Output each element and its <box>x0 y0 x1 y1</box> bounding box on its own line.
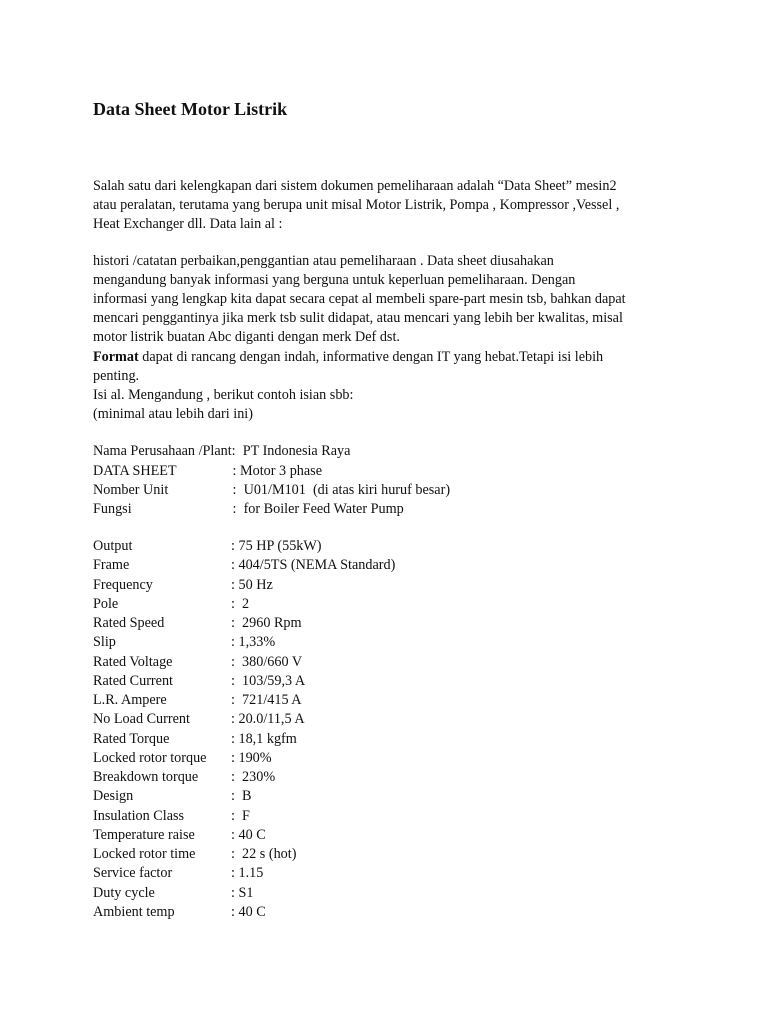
spec-row <box>93 807 250 826</box>
spec-row-value: : 2 <box>231 596 250 612</box>
spec-row-value: : F <box>231 808 250 824</box>
spec-row <box>93 749 272 768</box>
spec-row <box>93 826 266 845</box>
spec-row-value: : 2960 Rpm <box>231 615 302 631</box>
header-row-label: Fungsi <box>93 501 132 517</box>
example-note: (minimal atau lebih dari ini) <box>93 406 253 422</box>
spec-row-value: : S1 <box>231 885 254 901</box>
spec-row <box>93 768 275 787</box>
spec-row-value: : 75 HP (55kW) <box>231 538 322 554</box>
spec-row <box>93 653 302 672</box>
spec-row-label: L.R. Ampere <box>93 692 167 708</box>
spec-row-label: Rated Speed <box>93 615 165 631</box>
spec-row-value: : 230% <box>231 769 276 785</box>
spec-row-label: Locked rotor torque <box>93 750 207 766</box>
spec-row-label: Design <box>93 788 134 804</box>
intro-line: Salah satu dari kelengkapan dari sistem dokumen pemeliharaan adalah “Data Sheet” mesin2 <box>93 178 617 194</box>
header-row-value: : for Boiler Feed Water Pump <box>229 501 404 517</box>
spec-row <box>93 787 252 806</box>
spec-row-label: Temperature raise <box>93 827 195 843</box>
spec-row-label: Frequency <box>93 577 153 593</box>
header-row-label: Nama Perusahaan /Plant: <box>93 443 236 459</box>
intro-line: atau peralatan, terutama yang berupa unit misal Motor Listrik, Pompa , Kompressor ,Vessel , <box>93 197 620 213</box>
intro-line: Heat Exchanger dll. Data lain al : <box>93 216 283 232</box>
header-row <box>93 500 404 519</box>
body-line: mencari penggantinya jika merk tsb sulit didapat, atau mencari yang lebih ber kwalitas, misal <box>93 310 623 326</box>
spec-row-label: Duty cycle <box>93 885 155 901</box>
header-row <box>93 462 322 481</box>
format-line-2: penting. <box>93 368 140 384</box>
header-row-label: DATA SHEET <box>93 463 177 479</box>
spec-row <box>93 633 275 652</box>
body-line: mengandung banyak informasi yang berguna untuk keperluan pemeliharaan. Dengan <box>93 272 576 288</box>
header-row-value: : U01/M101 (di atas kiri huruf besar) <box>229 482 451 498</box>
spec-row-label: Frame <box>93 557 130 573</box>
spec-row-value: : 20.0/11,5 A <box>231 711 305 727</box>
spec-row <box>93 614 302 633</box>
header-row <box>93 481 450 500</box>
spec-row-value: : 380/660 V <box>231 654 303 670</box>
spec-row <box>93 884 253 903</box>
spec-row-value: : 22 s (hot) <box>231 846 297 862</box>
header-row-value: : Motor 3 phase <box>229 463 322 479</box>
spec-row <box>93 691 302 710</box>
spec-row <box>93 576 273 595</box>
format-bold-word: Format <box>93 349 139 365</box>
spec-row <box>93 710 305 729</box>
spec-row <box>93 903 266 922</box>
spec-row-value: : 40 C <box>231 904 266 920</box>
spec-row-label: Output <box>93 538 133 554</box>
spec-row <box>93 845 296 864</box>
body-line: informasi yang lengkap kita dapat secara cepat al membeli spare-part mesin tsb, bahkan dapat <box>93 291 626 307</box>
spec-row-label: Rated Voltage <box>93 654 173 670</box>
spec-row <box>93 864 263 883</box>
spec-row-label: Pole <box>93 596 119 612</box>
spec-row-value: : 1,33% <box>231 634 276 650</box>
spec-row-value: : 1.15 <box>231 865 264 881</box>
spec-row-value: : 50 Hz <box>231 577 273 593</box>
spec-row-value: : B <box>231 788 252 804</box>
body-line: motor listrik buatan Abc diganti dengan merk Def dst. <box>93 329 400 345</box>
spec-row-label: Slip <box>93 634 116 650</box>
format-text: dapat di rancang dengan indah, informative dengan IT yang hebat.Tetapi isi lebih <box>138 349 604 365</box>
document-title: Data Sheet Motor Listrik <box>93 99 288 119</box>
header-row-value: PT Indonesia Raya <box>235 443 351 459</box>
spec-row <box>93 595 249 614</box>
spec-row-value: : 404/5TS (NEMA Standard) <box>231 557 396 573</box>
spec-row-label: Service factor <box>93 865 173 881</box>
spec-row-value: : 40 C <box>231 827 266 843</box>
spec-row <box>93 537 322 556</box>
spec-row-label: Breakdown torque <box>93 769 199 785</box>
spec-row <box>93 672 305 691</box>
spec-row-label: Insulation Class <box>93 808 185 824</box>
header-row <box>93 442 350 461</box>
spec-row <box>93 730 297 749</box>
spec-row-value: : 103/59,3 A <box>231 673 306 689</box>
format-paragraph <box>93 348 603 367</box>
spec-row-value: : 721/415 A <box>231 692 302 708</box>
spec-row-value: : 190% <box>231 750 272 766</box>
example-intro: Isi al. Mengandung , berikut contoh isian sbb: <box>93 387 354 403</box>
spec-row-value: : 18,1 kgfm <box>231 731 297 747</box>
spec-row-label: Ambient temp <box>93 904 175 920</box>
body-line: histori /catatan perbaikan,penggantian atau pemeliharaan . Data sheet diusahakan <box>93 253 554 269</box>
header-row-label: Nomber Unit <box>93 482 169 498</box>
spec-row <box>93 556 395 575</box>
spec-row-label: Rated Torque <box>93 731 170 747</box>
spec-row-label: Locked rotor time <box>93 846 196 862</box>
spec-row-label: Rated Current <box>93 673 173 689</box>
spec-row-label: No Load Current <box>93 711 190 727</box>
